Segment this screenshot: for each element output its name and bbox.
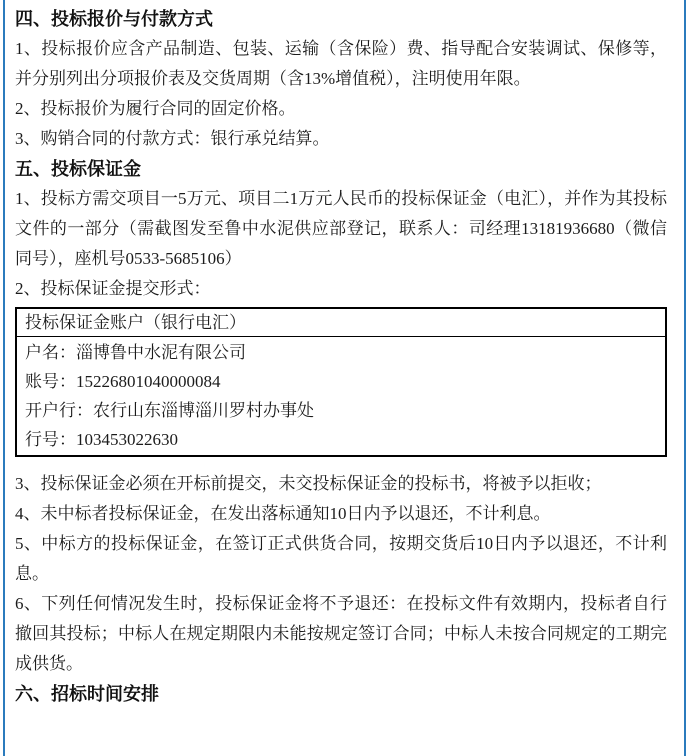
deposit-para-forfeit-conditions: 6、下列任何情况发生时，投标保证金将不予退还：在投标文件有效期内，投标者自行撤回其投标；中标人在规定期限内未能按规定签订合同；中标人未按合同规定的工期完成供货。	[15, 594, 667, 673]
account-row-holder-name: 户名：淄博鲁中水泥有限公司	[25, 343, 246, 362]
account-row-account-number: 账号：15226801040000084	[25, 372, 221, 391]
account-table-body	[17, 337, 665, 455]
account-table-header: 投标保证金账户（银行电汇）	[17, 309, 665, 337]
page-right-rule	[684, 0, 686, 756]
deposit-para-refund-winner: 5、中标方的投标保证金，在签订正式供货合同，按期交货后10日内予以退还，不计利息。	[15, 534, 667, 583]
deposit-para-submit-form: 2、投标保证金提交形式：	[15, 279, 211, 298]
deposit-para-deadline: 3、投标保证金必须在开标前提交，未交投标保证金的投标书，将被予以拒收；	[15, 474, 602, 493]
section-deposit-heading: 五、投标保证金	[15, 159, 141, 179]
document-content	[15, 4, 667, 709]
account-row-bank-code: 行号：103453022630	[25, 430, 178, 449]
page-left-rule	[3, 0, 5, 756]
quote-para-scope: 1、投标报价应含产品制造、包装、运输（含保险）费、指导配合安装调试、保修等，并分别列出分项报价表及交货周期（含13%增值税），注明使用年限。	[15, 39, 667, 88]
deposit-para-refund-losers: 4、未中标者投标保证金，在发出落标通知10日内予以退还，不计利息。	[15, 504, 551, 523]
deposit-para-amount: 1、投标方需交项目一5万元、项目二1万元人民币的投标保证金（电汇），并作为其投标文件的一部分（需截图发至鲁中水泥供应部登记，联系人：司经理13181936680（微信同号），座机号0533-5685106）	[15, 189, 667, 268]
quote-para-fixed-price: 2、投标报价为履行合同的固定价格。	[15, 99, 296, 118]
quote-para-payment-method: 3、购销合同的付款方式：银行承兑结算。	[15, 129, 330, 148]
account-row-bank-branch: 开户行：农行山东淄博淄川罗村办事处	[25, 401, 314, 420]
section-schedule-heading: 六、招标时间安排	[15, 684, 159, 704]
section-quote-heading: 四、投标报价与付款方式	[15, 9, 213, 29]
deposit-account-table	[15, 307, 667, 457]
